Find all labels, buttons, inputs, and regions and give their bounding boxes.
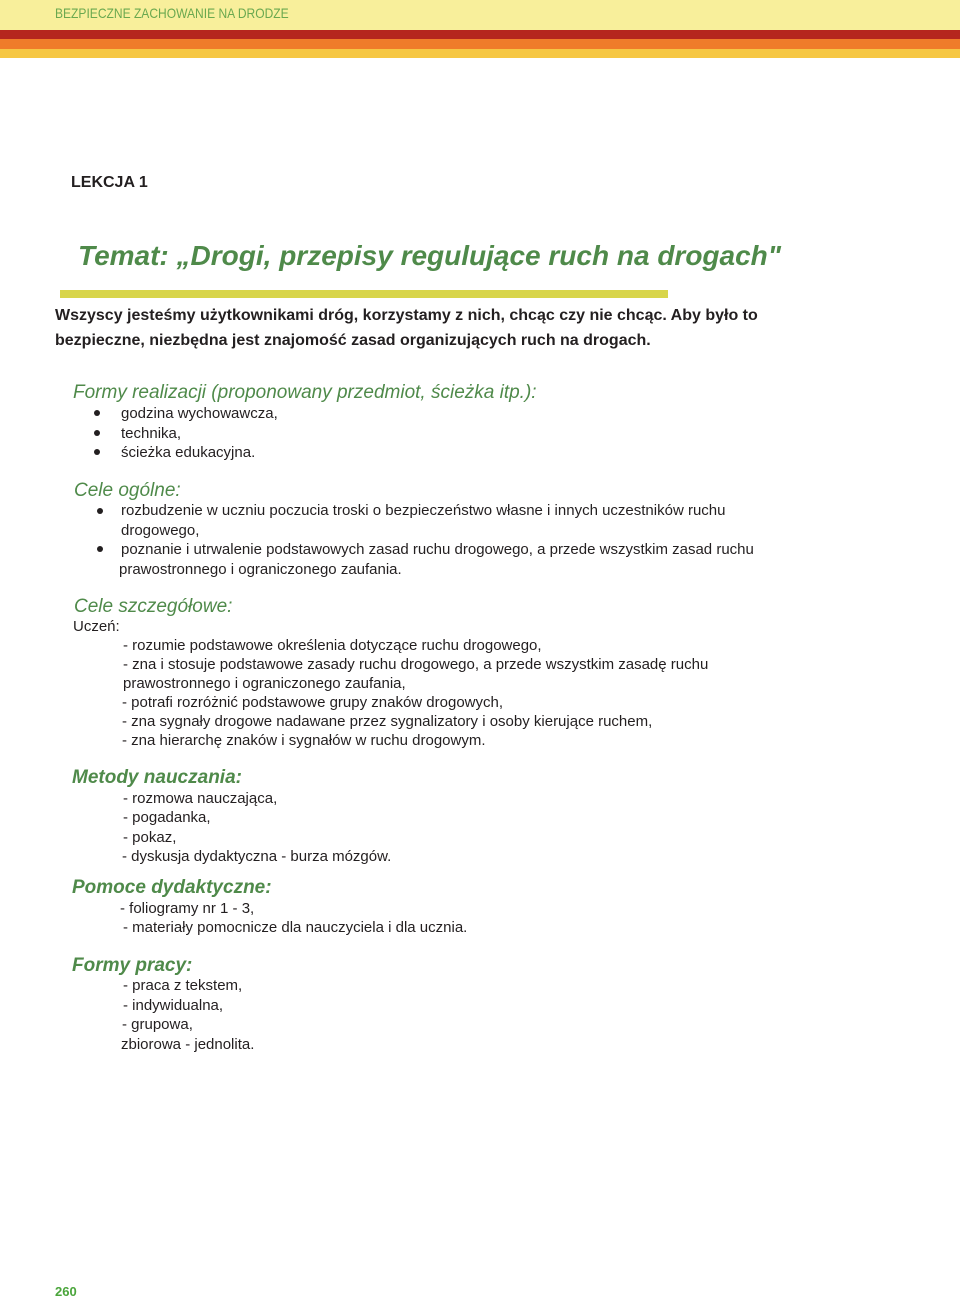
- bullet-icon: [94, 410, 100, 416]
- list-item: - rozumie podstawowe określenia dotyczące ruchu drogowego,: [123, 637, 542, 654]
- aids-heading: Pomoce dydaktyczne:: [72, 877, 272, 898]
- list-item-continuation: prawostronnego i ograniczonego zaufania.: [119, 561, 402, 578]
- list-item: - pogadanka,: [123, 809, 211, 826]
- list-item: godzina wychowawcza,: [121, 405, 278, 422]
- work-forms-heading: Formy pracy:: [72, 955, 193, 976]
- list-item: - grupowa,: [122, 1016, 193, 1033]
- list-item: - foliogramy nr 1 - 3,: [120, 900, 255, 917]
- list-item: zbiorowa - jednolita.: [121, 1036, 255, 1053]
- running-title: BEZPIECZNE ZACHOWANIE NA DRODZE: [55, 5, 289, 21]
- intro-paragraph: [55, 303, 758, 353]
- list-item-continuation: prawostronnego i ograniczonego zaufania,: [123, 675, 406, 692]
- list-item: - potrafi rozróżnić podstawowe grupy znaków drogowych,: [122, 694, 504, 711]
- list-item: technika,: [121, 425, 182, 442]
- intro-line: bezpieczne, niezbędna jest znajomość zasad organizujących ruch na drogach.: [55, 332, 651, 349]
- list-item: ścieżka edukacyjna.: [121, 444, 256, 461]
- list-item: - materiały pomocnicze dla nauczyciela i dla ucznia.: [123, 919, 468, 936]
- list-item: - pokaz,: [123, 829, 177, 846]
- goals-general-heading: Cele ogólne:: [74, 480, 181, 501]
- bullet-icon: [94, 430, 100, 436]
- list-item: poznanie i utrwalenie podstawowych zasad ruchu drogowego, a przede wszystkim zasad ruchu: [121, 541, 754, 558]
- goals-detailed-heading: Cele szczegółowe:: [74, 596, 233, 617]
- list-item: rozbudzenie w uczniu poczucia troski o bezpieczeństwo własne i innych uczestników ruchu: [121, 502, 726, 519]
- header-bar: [0, 0, 960, 30]
- lesson-label: LEKCJA 1: [71, 174, 148, 191]
- bullet-icon: [97, 508, 103, 514]
- list-item: - zna hierarchę znaków i sygnałów w ruchu drogowym.: [122, 732, 486, 749]
- list-item: - zna sygnały drogowe nadawane przez sygnalizatory i osoby kierujące ruchem,: [122, 713, 653, 730]
- header-band-yellow: [0, 49, 960, 58]
- list-item-continuation: drogowego,: [121, 522, 200, 539]
- title-underline-bar: [60, 290, 668, 298]
- list-item: - praca z tekstem,: [123, 977, 243, 994]
- methods-heading: Metody nauczania:: [72, 767, 242, 788]
- header-band-red: [0, 30, 960, 39]
- student-label: Uczeń:: [73, 618, 120, 635]
- list-item: - zna i stosuje podstawowe zasady ruchu drogowego, a przede wszystkim zasadę ruchu: [123, 656, 709, 673]
- list-item: - dyskusja dydaktyczna - burza mózgów.: [122, 848, 392, 865]
- list-item: - rozmowa nauczająca,: [123, 790, 278, 807]
- lesson-title: Temat: „Drogi, przepisy regulujące ruch na drogach": [78, 240, 782, 271]
- intro-line: Wszyscy jesteśmy użytkownikami dróg, korzystamy z nich, chcąc czy nie chcąc. Aby było to: [55, 307, 758, 324]
- list-item: - indywidualna,: [123, 997, 224, 1014]
- page-number: 260: [55, 1284, 77, 1299]
- forms-realization-heading: Formy realizacji (proponowany przedmiot, ścieżka itp.):: [73, 382, 537, 403]
- header-band-orange: [0, 39, 960, 49]
- bullet-icon: [97, 546, 103, 552]
- bullet-icon: [94, 449, 100, 455]
